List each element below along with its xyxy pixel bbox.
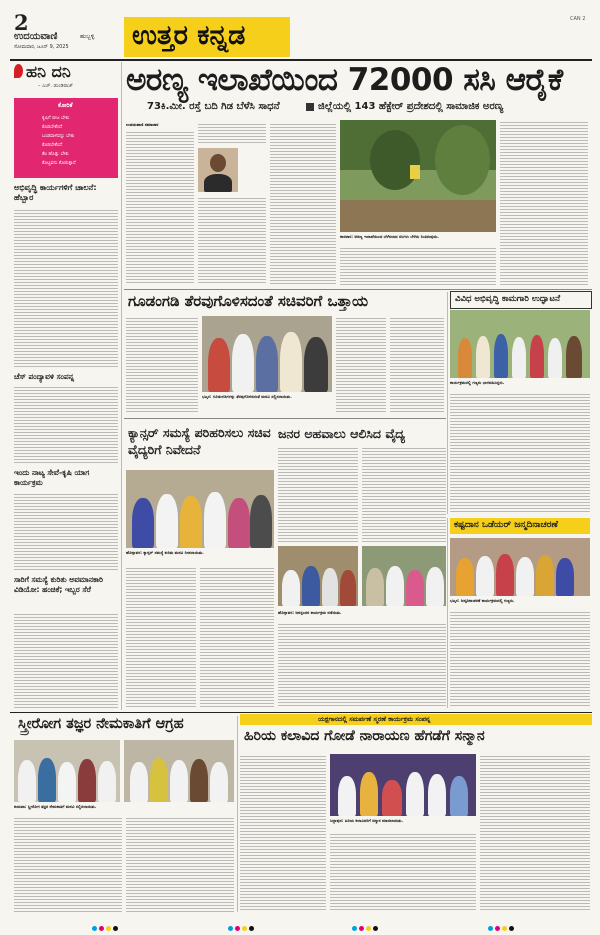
yakshagana-caption: ಸಿದ್ದಾಪುರ: ಹಿರಿಯ ಕಲಾವಿದರಿಗೆ ಸನ್ಮಾನ ಮಾಡಲಾಯಿತು. [330,818,404,823]
lead-body-col4 [340,246,496,286]
lead-body-col5 [500,120,588,286]
lead-photo-caption: ಕಾರವಾರ: ಅರಣ್ಯ ಇಲಾಖೆಯಿಂದ ಬೆಳೆಸಲಾದ ಸಸಿಗಳು ಬೆಳೆದು ನಿಂತಿರುವುದು. [340,234,439,239]
lead-body-col1 [126,130,194,285]
left-story2-headline: ಚೆಸ್‌ ಪಂದ್ಯಾವಳಿ ಸಂಪನ್ನ [14,372,74,381]
paper-name: ಉದಯವಾಣಿ [14,31,58,42]
page-corner-code: CAN 2 [570,16,586,22]
poem-line: ಕೊಡಬೇಕೆಂದೆ [42,143,63,148]
gudangadi-photo [202,316,332,392]
cancer-photo [126,470,274,548]
yakshagana-body-col3 [480,754,590,912]
cancer-caption: ಹೊನ್ನಾವರ: ಕ್ಯಾನ್ಸರ್ ಸಮಸ್ಯೆ ಕುರಿತು ಮನವಿ ನೀಡಲಾಯಿತು. [126,550,204,555]
lead-body-col2-top [198,122,266,144]
poem-title: ಕೋರಿಕೆ [58,102,73,109]
streeroga-photo-2 [124,740,234,802]
left-story1-body [14,208,118,368]
yakshagana-photo [330,754,476,816]
kastada-body [450,610,590,708]
streeroga-caption: ಕುಮಟಾ: ಸ್ತ್ರೀರೋಗ ತಜ್ಞರ ನೇಮಕಾತಿಗೆ ಮನವಿ ಸಲ್ಲಿಸಲಾಯಿತು. [14,804,97,809]
brand-logo [14,62,119,97]
left-story4-headline: ಸಾರಿಗೆ ಸಮಸ್ಯೆ ಕುರಿತು ಅವಮಾನಕಾರಿ ವಿಡಿಯೋ: ಹಂಚಿಕೆ; ಇಬ್ಬರ ಸೆರೆ [14,575,103,594]
kastada-caption: ಭಟ್ಕಳ: ಜನ್ಮದಿನಾಚರಣೆ ಕಾರ್ಯಕ್ರಮದಲ್ಲಿ ಗಣ್ಯರು. [450,598,515,603]
edition-name: ಹುಬ್ಬಳ್ಳಿ [80,33,95,40]
lead-deck-right: ಜಿಲ್ಲೆಯಲ್ಲಿ 143 ಹೆಕ್ಟೇರ್ ಪ್ರದೇಶದಲ್ಲಿ ಸಾಮಾಜಿಕ ಅರಣ್ಯ [318,101,504,112]
lead-headline: ಅರಣ್ಯ ಇಲಾಖೆಯಿಂದ 72000 ಸಸಿ ಆರೈಕೆ [126,62,563,98]
vividha-headline: ವಿವಿಧ ಅಭಿವೃದ್ಧಿ ಕಾಮಗಾರಿ ಉದ್ಘಾಟನೆ [455,294,561,304]
brand-name: ಹನಿ ದನಿ [26,62,71,81]
janara-photo-1 [278,546,358,606]
left-story3-headline: ಇಂದು ನಾಟ್ಯ ಸೇವೆ-ಕೃಷಿ ಯಾಗ ಕಾರ್ಯಕ್ರಮ [14,468,90,487]
registration-marks-left [92,916,120,935]
yakshagana-body-col1 [240,754,326,912]
kastada-photo [450,538,590,596]
streeroga-body-col1 [14,816,122,912]
brand-author: – ಎಚ್. ಡುಂಡಿರಾಜ್ [38,83,74,89]
lead-byline: ಉದಯವಾಣಿ ಸಮಾಚಾರ [126,122,159,127]
cancer-headline: ಕ್ಯಾನ್ಸರ್ ಸಮಸ್ಯೆ ಪರಿಹರಿಸಲು ಸಚಿವ ವೈದ್ಯರಿಗೆ ನಿವೇದನೆ [128,425,271,457]
poem-line: ಕೆಲ ಹೊತ್ತು ಬೇಕು [42,152,69,157]
kastada-headline: ಕಷ್ಟದಾನ ಒಡೆಯರ್ ಜನ್ಮದಿನಾಚರಣೆ [454,520,558,530]
yakshagana-headline: ಹಿರಿಯ ಕಲಾವಿದ ಗೋಡೆ ನಾರಾಯಣ ಹೆಗಡೆಗೆ ಸನ್ಮಾನ [244,728,485,744]
streeroga-photo-1 [14,740,120,802]
poem-box [14,98,118,178]
issue-date: ಸೋಮವಾರ, ಜೂನ್ 9, 2025 [14,44,69,50]
janara-body-col1 [278,446,358,542]
janara-caption: ಹೊನ್ನಾವರ: ಜನಸ್ಪಂದನ ಕಾರ್ಯಕ್ರಮ ನಡೆಯಿತು. [278,610,342,615]
janara-body-col2 [362,446,446,542]
poem-line: ಕೊಡಬೇಕೆಂದೆ [42,125,63,130]
left-story4-body [14,612,118,710]
left-story2-body [14,385,118,465]
cancer-body-col1 [126,566,196,708]
lead-deck-left: 73ಕಿ.ಮೀ. ರಸ್ತೆ ಬದಿ ಗಿಡ ಬೆಳೆಸಿ ಸಾಧನೆ [147,101,280,112]
left-story1-headline: ಅಭಿವೃದ್ಧಿ ಕಾರ್ಯಗಳಿಗೆ ಚಾಲನೆ: ಹೆಬ್ಬಾರ [14,183,97,202]
janara-photo-2 [362,546,446,606]
cancer-body-col2 [200,566,274,708]
gudangadi-body-col2 [336,316,386,414]
streeroga-headline: ಸ್ತ್ರೀರೋಗ ತಜ್ಞರ ನೇಮಕಾತಿಗೆ ಆಗ್ರಹ [18,716,184,732]
janara-body-col3 [278,622,446,708]
janara-headline: ಜನರ ಅಹವಾಲು ಆಲಿಸಿದ ವೈದ್ಯ [278,426,405,441]
vividha-photo [450,310,590,378]
poem-line: ಬಂಡವಾಳವನ್ನು ಬೇಕು [42,134,75,139]
vividha-body [450,392,590,514]
lead-body-col3 [270,122,336,285]
registration-marks-far-right [488,916,516,935]
vividha-caption: ಕಾರ್ಯಕ್ರಮದಲ್ಲಿ ಗಣ್ಯರು ಭಾಗವಹಿಸಿದ್ದರು. [450,380,505,385]
lead-photo [340,120,496,232]
brand-logo-mark [14,64,23,78]
section-title: ಉತ್ತರ ಕನ್ನಡ [132,20,246,51]
columnist-photo [198,148,238,192]
streeroga-body-col2 [126,816,234,912]
yakshagana-kicker: ಯಕ್ಷಗಾನದಲ್ಲಿ ಸಮರ್ಪಣೆ ಸ್ಮರಣೆ ಕಾರ್ಯಕ್ರಮ ಸಂಪನ್ನ [318,715,431,723]
poem-line: ಕೃಷಿಗೆ ಬೀಜ ಬೇಕು [42,116,70,121]
gudangadi-caption: ಭಟ್ಕಳ: ಗೂಡಂಗಡಿಗಳನ್ನು ತೆರವುಗೊಳಿಸದಂತೆ ಮನವಿ ಸಲ್ಲಿಸಲಾಯಿತು. [202,394,292,399]
registration-marks-center [228,916,256,935]
page-number: 2 [14,10,29,35]
gudangadi-body-col1 [126,316,198,414]
yakshagana-body-col2 [330,832,476,912]
lead-body-col2 [198,196,266,285]
poem-line: ಕೊಟ್ಟವನು ಕೊಡುತ್ತಾನೆ [42,161,76,166]
deck-separator [306,103,314,111]
registration-marks-right [352,916,380,935]
gudangadi-body-col3 [390,316,444,414]
gudangadi-headline: ಗೂಡಂಗಡಿ ತೆರವುಗೊಳಿಸದಂತೆ ಸಚಿವರಿಗೆ ಒತ್ತಾಯ [128,292,369,310]
left-story3-body [14,492,118,570]
